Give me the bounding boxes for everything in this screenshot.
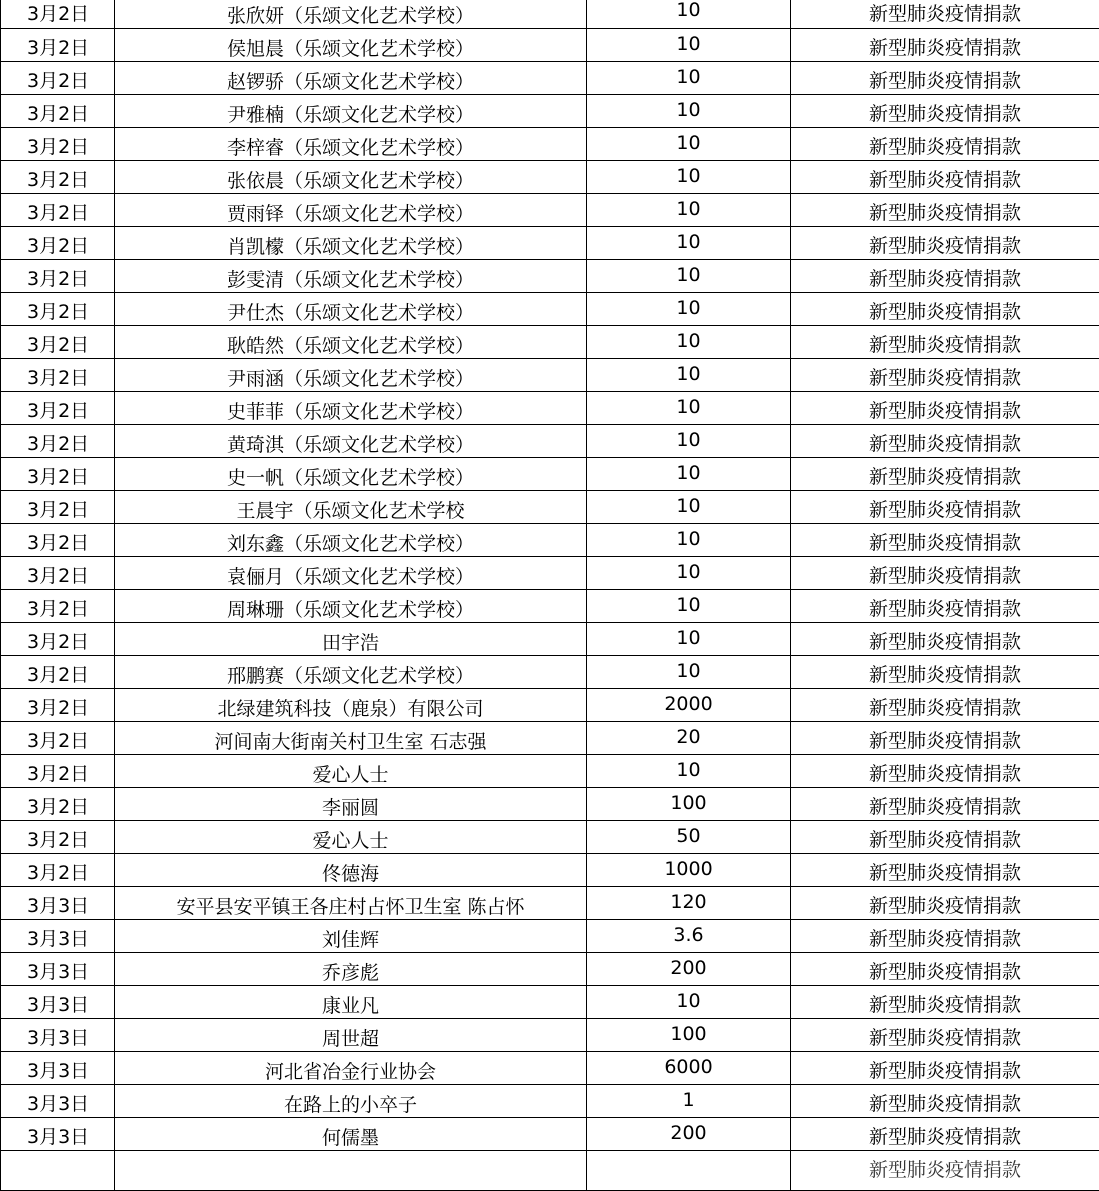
date-cell[interactable]: 3月2日 <box>1 490 115 523</box>
donor-cell[interactable]: 袁俪月（乐颂文化艺术学校） <box>115 556 587 589</box>
donor-cell[interactable]: 黄琦淇（乐颂文化艺术学校） <box>115 424 587 457</box>
date-cell[interactable]: 3月3日 <box>1 919 115 952</box>
table-row <box>1 523 1099 556</box>
date-cell[interactable]: 3月2日 <box>1 424 115 457</box>
donor-cell[interactable]: 佟德海 <box>115 853 587 886</box>
table-row <box>1 61 1099 94</box>
table-row <box>1 1117 1099 1150</box>
amount-cell[interactable]: 3.6 <box>587 919 791 952</box>
date-cell[interactable]: 3月3日 <box>1 886 115 919</box>
date-cell[interactable]: 3月2日 <box>1 160 115 193</box>
table-row <box>1 325 1099 358</box>
date-cell[interactable]: 3月2日 <box>1 721 115 754</box>
donor-cell[interactable]: 乔彦彪 <box>115 952 587 985</box>
amount-cell[interactable]: 10 <box>587 160 791 193</box>
amount-cell[interactable]: 10 <box>587 457 791 490</box>
date-cell[interactable]: 3月2日 <box>1 391 115 424</box>
purpose-cell[interactable]: 新型肺炎疫情捐款 <box>791 61 1099 94</box>
date-cell[interactable]: 3月2日 <box>1 358 115 391</box>
purpose-cell[interactable]: 新型肺炎疫情捐款 <box>791 589 1099 622</box>
table-row <box>1 490 1099 523</box>
donor-cell[interactable]: 侯旭晨（乐颂文化艺术学校） <box>115 28 587 61</box>
table-row-partial <box>1 1150 1099 1190</box>
donor-cell[interactable]: 周世超 <box>115 1018 587 1051</box>
donor-cell[interactable]: 尹雨涵（乐颂文化艺术学校） <box>115 358 587 391</box>
amount-cell[interactable]: 10 <box>587 985 791 1018</box>
amount-cell[interactable]: 10 <box>587 193 791 226</box>
table-row <box>1 589 1099 622</box>
date-cell[interactable]: 3月2日 <box>1 853 115 886</box>
table-row <box>1 127 1099 160</box>
date-cell[interactable]: 3月2日 <box>1 457 115 490</box>
purpose-cell[interactable]: 新型肺炎疫情捐款 <box>791 1084 1099 1117</box>
donor-cell[interactable]: 邢鹏赛（乐颂文化艺术学校） <box>115 655 587 688</box>
table-row <box>1 193 1099 226</box>
purpose-cell[interactable]: 新型肺炎疫情捐款 <box>791 985 1099 1018</box>
amount-cell[interactable] <box>587 1150 791 1190</box>
donor-cell[interactable]: 张依晨（乐颂文化艺术学校） <box>115 160 587 193</box>
amount-cell[interactable]: 10 <box>587 655 791 688</box>
purpose-cell[interactable]: 新型肺炎疫情捐款 <box>791 325 1099 358</box>
donor-cell[interactable]: 赵锣骄（乐颂文化艺术学校） <box>115 61 587 94</box>
date-cell[interactable]: 3月2日 <box>1 28 115 61</box>
purpose-cell[interactable]: 新型肺炎疫情捐款 <box>791 721 1099 754</box>
purpose-cell[interactable]: 新型肺炎疫情捐款 <box>791 0 1099 28</box>
purpose-cell[interactable]: 新型肺炎疫情捐款 <box>791 655 1099 688</box>
purpose-cell[interactable]: 新型肺炎疫情捐款 <box>791 259 1099 292</box>
donor-cell[interactable]: 尹仕杰（乐颂文化艺术学校） <box>115 292 587 325</box>
purpose-cell[interactable]: 新型肺炎疫情捐款 <box>791 424 1099 457</box>
donor-cell[interactable]: 刘东鑫（乐颂文化艺术学校） <box>115 523 587 556</box>
amount-cell[interactable]: 6000 <box>587 1051 791 1084</box>
purpose-cell[interactable]: 新型肺炎疫情捐款 <box>791 688 1099 721</box>
donor-cell[interactable]: 肖凯檬（乐颂文化艺术学校） <box>115 226 587 259</box>
purpose-cell[interactable]: 新型肺炎疫情捐款 <box>791 160 1099 193</box>
donor-cell[interactable]: 爱心人士 <box>115 820 587 853</box>
amount-cell[interactable]: 20 <box>587 721 791 754</box>
purpose-cell[interactable]: 新型肺炎疫情捐款 <box>791 94 1099 127</box>
amount-cell[interactable]: 10 <box>587 325 791 358</box>
donor-cell[interactable]: 河间南大街南关村卫生室 石志强 <box>115 721 587 754</box>
table-row <box>1 622 1099 655</box>
table-row <box>1 754 1099 787</box>
table-row <box>1 457 1099 490</box>
date-cell[interactable]: 3月2日 <box>1 292 115 325</box>
amount-cell[interactable]: 10 <box>587 622 791 655</box>
purpose-cell[interactable]: 新型肺炎疫情捐款 <box>791 226 1099 259</box>
amount-cell[interactable]: 10 <box>587 424 791 457</box>
amount-cell[interactable]: 10 <box>587 523 791 556</box>
date-cell[interactable]: 3月3日 <box>1 985 115 1018</box>
table-row <box>1 1051 1099 1084</box>
purpose-cell[interactable]: 新型肺炎疫情捐款 <box>791 127 1099 160</box>
amount-cell[interactable]: 100 <box>587 1018 791 1051</box>
amount-cell[interactable]: 2000 <box>587 688 791 721</box>
table-row <box>1 94 1099 127</box>
date-cell[interactable]: 3月3日 <box>1 1051 115 1084</box>
donor-cell[interactable]: 耿皓然（乐颂文化艺术学校） <box>115 325 587 358</box>
donor-cell[interactable]: 爱心人士 <box>115 754 587 787</box>
table-row <box>1 424 1099 457</box>
amount-cell[interactable]: 200 <box>587 1117 791 1150</box>
donor-cell[interactable]: 李丽圆 <box>115 787 587 820</box>
table-row <box>1 985 1099 1018</box>
table-row <box>1 556 1099 589</box>
table-row <box>1 160 1099 193</box>
table-row <box>1 919 1099 952</box>
date-cell[interactable]: 3月3日 <box>1 1018 115 1051</box>
purpose-cell[interactable]: 新型肺炎疫情捐款 <box>791 853 1099 886</box>
amount-cell[interactable]: 10 <box>587 61 791 94</box>
purpose-cell[interactable]: 新型肺炎疫情捐款 <box>791 1117 1099 1150</box>
purpose-cell[interactable]: 新型肺炎疫情捐款 <box>791 457 1099 490</box>
purpose-cell[interactable]: 新型肺炎疫情捐款 <box>791 1018 1099 1051</box>
amount-cell[interactable]: 10 <box>587 94 791 127</box>
donor-cell[interactable]: 史菲菲（乐颂文化艺术学校） <box>115 391 587 424</box>
amount-cell[interactable]: 1000 <box>587 853 791 886</box>
amount-cell[interactable]: 10 <box>587 754 791 787</box>
table-row <box>1 820 1099 853</box>
table-row <box>1 886 1099 919</box>
table-row <box>1 28 1099 61</box>
date-cell[interactable]: 3月2日 <box>1 820 115 853</box>
date-cell[interactable]: 3月2日 <box>1 589 115 622</box>
date-cell[interactable]: 3月2日 <box>1 523 115 556</box>
date-cell[interactable]: 3月2日 <box>1 259 115 292</box>
purpose-cell[interactable]: 新型肺炎疫情捐款 <box>791 787 1099 820</box>
table-row <box>1 787 1099 820</box>
purpose-cell[interactable]: 新型肺炎疫情捐款 <box>791 919 1099 952</box>
date-cell[interactable]: 3月2日 <box>1 127 115 160</box>
table-row <box>1 853 1099 886</box>
purpose-cell[interactable]: 新型肺炎疫情捐款 <box>791 391 1099 424</box>
date-cell[interactable]: 3月2日 <box>1 61 115 94</box>
purpose-cell[interactable]: 新型肺炎疫情捐款 <box>791 358 1099 391</box>
table-row <box>1 358 1099 391</box>
amount-cell[interactable]: 10 <box>587 259 791 292</box>
donor-cell[interactable]: 刘佳辉 <box>115 919 587 952</box>
purpose-cell[interactable]: 新型肺炎疫情捐款 <box>791 1051 1099 1084</box>
donor-cell[interactable]: 康业凡 <box>115 985 587 1018</box>
purpose-cell[interactable]: 新型肺炎疫情捐款 <box>791 28 1099 61</box>
table-row <box>1 1018 1099 1051</box>
table-row <box>1 721 1099 754</box>
donor-cell[interactable]: 贾雨铎（乐颂文化艺术学校） <box>115 193 587 226</box>
donor-cell[interactable]: 史一帆（乐颂文化艺术学校） <box>115 457 587 490</box>
amount-cell[interactable]: 10 <box>587 292 791 325</box>
table-row <box>1 952 1099 985</box>
date-cell[interactable]: 3月2日 <box>1 754 115 787</box>
purpose-cell[interactable]: 新型肺炎疫情捐款 <box>791 523 1099 556</box>
donor-cell[interactable]: 安平县安平镇王各庄村占怀卫生室 陈占怀 <box>115 886 587 919</box>
date-cell[interactable]: 3月3日 <box>1 1084 115 1117</box>
table-row <box>1 391 1099 424</box>
table-row <box>1 226 1099 259</box>
amount-cell[interactable]: 10 <box>587 391 791 424</box>
donor-cell[interactable]: 张欣妍（乐颂文化艺术学校） <box>115 0 587 28</box>
table-row <box>1 688 1099 721</box>
amount-cell[interactable]: 10 <box>587 589 791 622</box>
amount-cell[interactable]: 200 <box>587 952 791 985</box>
date-cell[interactable]: 3月2日 <box>1 556 115 589</box>
purpose-cell[interactable]: 新型肺炎疫情捐款 <box>791 1150 1099 1190</box>
amount-cell[interactable]: 120 <box>587 886 791 919</box>
donor-cell[interactable]: 何儒墨 <box>115 1117 587 1150</box>
amount-cell[interactable]: 10 <box>587 358 791 391</box>
date-cell[interactable]: 3月3日 <box>1 952 115 985</box>
amount-cell[interactable]: 10 <box>587 556 791 589</box>
date-cell[interactable]: 3月2日 <box>1 688 115 721</box>
date-cell[interactable] <box>1 1150 115 1190</box>
table-row <box>1 0 1099 28</box>
amount-cell[interactable]: 100 <box>587 787 791 820</box>
table-row <box>1 259 1099 292</box>
date-cell[interactable]: 3月2日 <box>1 787 115 820</box>
date-cell[interactable]: 3月3日 <box>1 1117 115 1150</box>
purpose-cell[interactable]: 新型肺炎疫情捐款 <box>791 193 1099 226</box>
amount-cell[interactable]: 10 <box>587 490 791 523</box>
purpose-cell[interactable]: 新型肺炎疫情捐款 <box>791 490 1099 523</box>
donor-cell[interactable]: 河北省冶金行业协会 <box>115 1051 587 1084</box>
purpose-cell[interactable]: 新型肺炎疫情捐款 <box>791 556 1099 589</box>
donor-cell[interactable]: 田宇浩 <box>115 622 587 655</box>
date-cell[interactable]: 3月2日 <box>1 94 115 127</box>
donor-cell[interactable]: 北绿建筑科技（鹿泉）有限公司 <box>115 688 587 721</box>
date-cell[interactable]: 3月2日 <box>1 325 115 358</box>
donor-cell[interactable]: 彭雯清（乐颂文化艺术学校） <box>115 259 587 292</box>
purpose-cell[interactable]: 新型肺炎疫情捐款 <box>791 886 1099 919</box>
purpose-cell[interactable]: 新型肺炎疫情捐款 <box>791 622 1099 655</box>
table-row <box>1 292 1099 325</box>
donor-cell[interactable]: 李梓睿（乐颂文化艺术学校） <box>115 127 587 160</box>
amount-cell[interactable]: 10 <box>587 28 791 61</box>
donor-cell[interactable] <box>115 1150 587 1190</box>
purpose-cell[interactable]: 新型肺炎疫情捐款 <box>791 292 1099 325</box>
donor-cell[interactable]: 尹雅楠（乐颂文化艺术学校） <box>115 94 587 127</box>
date-cell[interactable]: 3月2日 <box>1 655 115 688</box>
purpose-cell[interactable]: 新型肺炎疫情捐款 <box>791 754 1099 787</box>
date-cell[interactable]: 3月2日 <box>1 193 115 226</box>
amount-cell[interactable]: 1 <box>587 1084 791 1117</box>
donation-table-body <box>1 0 1099 1190</box>
donor-cell[interactable]: 在路上的小卒子 <box>115 1084 587 1117</box>
date-cell[interactable]: 3月2日 <box>1 622 115 655</box>
amount-cell[interactable]: 50 <box>587 820 791 853</box>
table-row <box>1 655 1099 688</box>
donor-cell[interactable]: 周琳珊（乐颂文化艺术学校） <box>115 589 587 622</box>
amount-cell[interactable]: 10 <box>587 226 791 259</box>
amount-cell[interactable]: 10 <box>587 0 791 28</box>
amount-cell[interactable]: 10 <box>587 127 791 160</box>
purpose-cell[interactable]: 新型肺炎疫情捐款 <box>791 952 1099 985</box>
date-cell[interactable]: 3月2日 <box>1 0 115 28</box>
date-cell[interactable]: 3月2日 <box>1 226 115 259</box>
table-row <box>1 1084 1099 1117</box>
donor-cell[interactable]: 王晨宇（乐颂文化艺术学校 <box>115 490 587 523</box>
purpose-cell[interactable]: 新型肺炎疫情捐款 <box>791 820 1099 853</box>
